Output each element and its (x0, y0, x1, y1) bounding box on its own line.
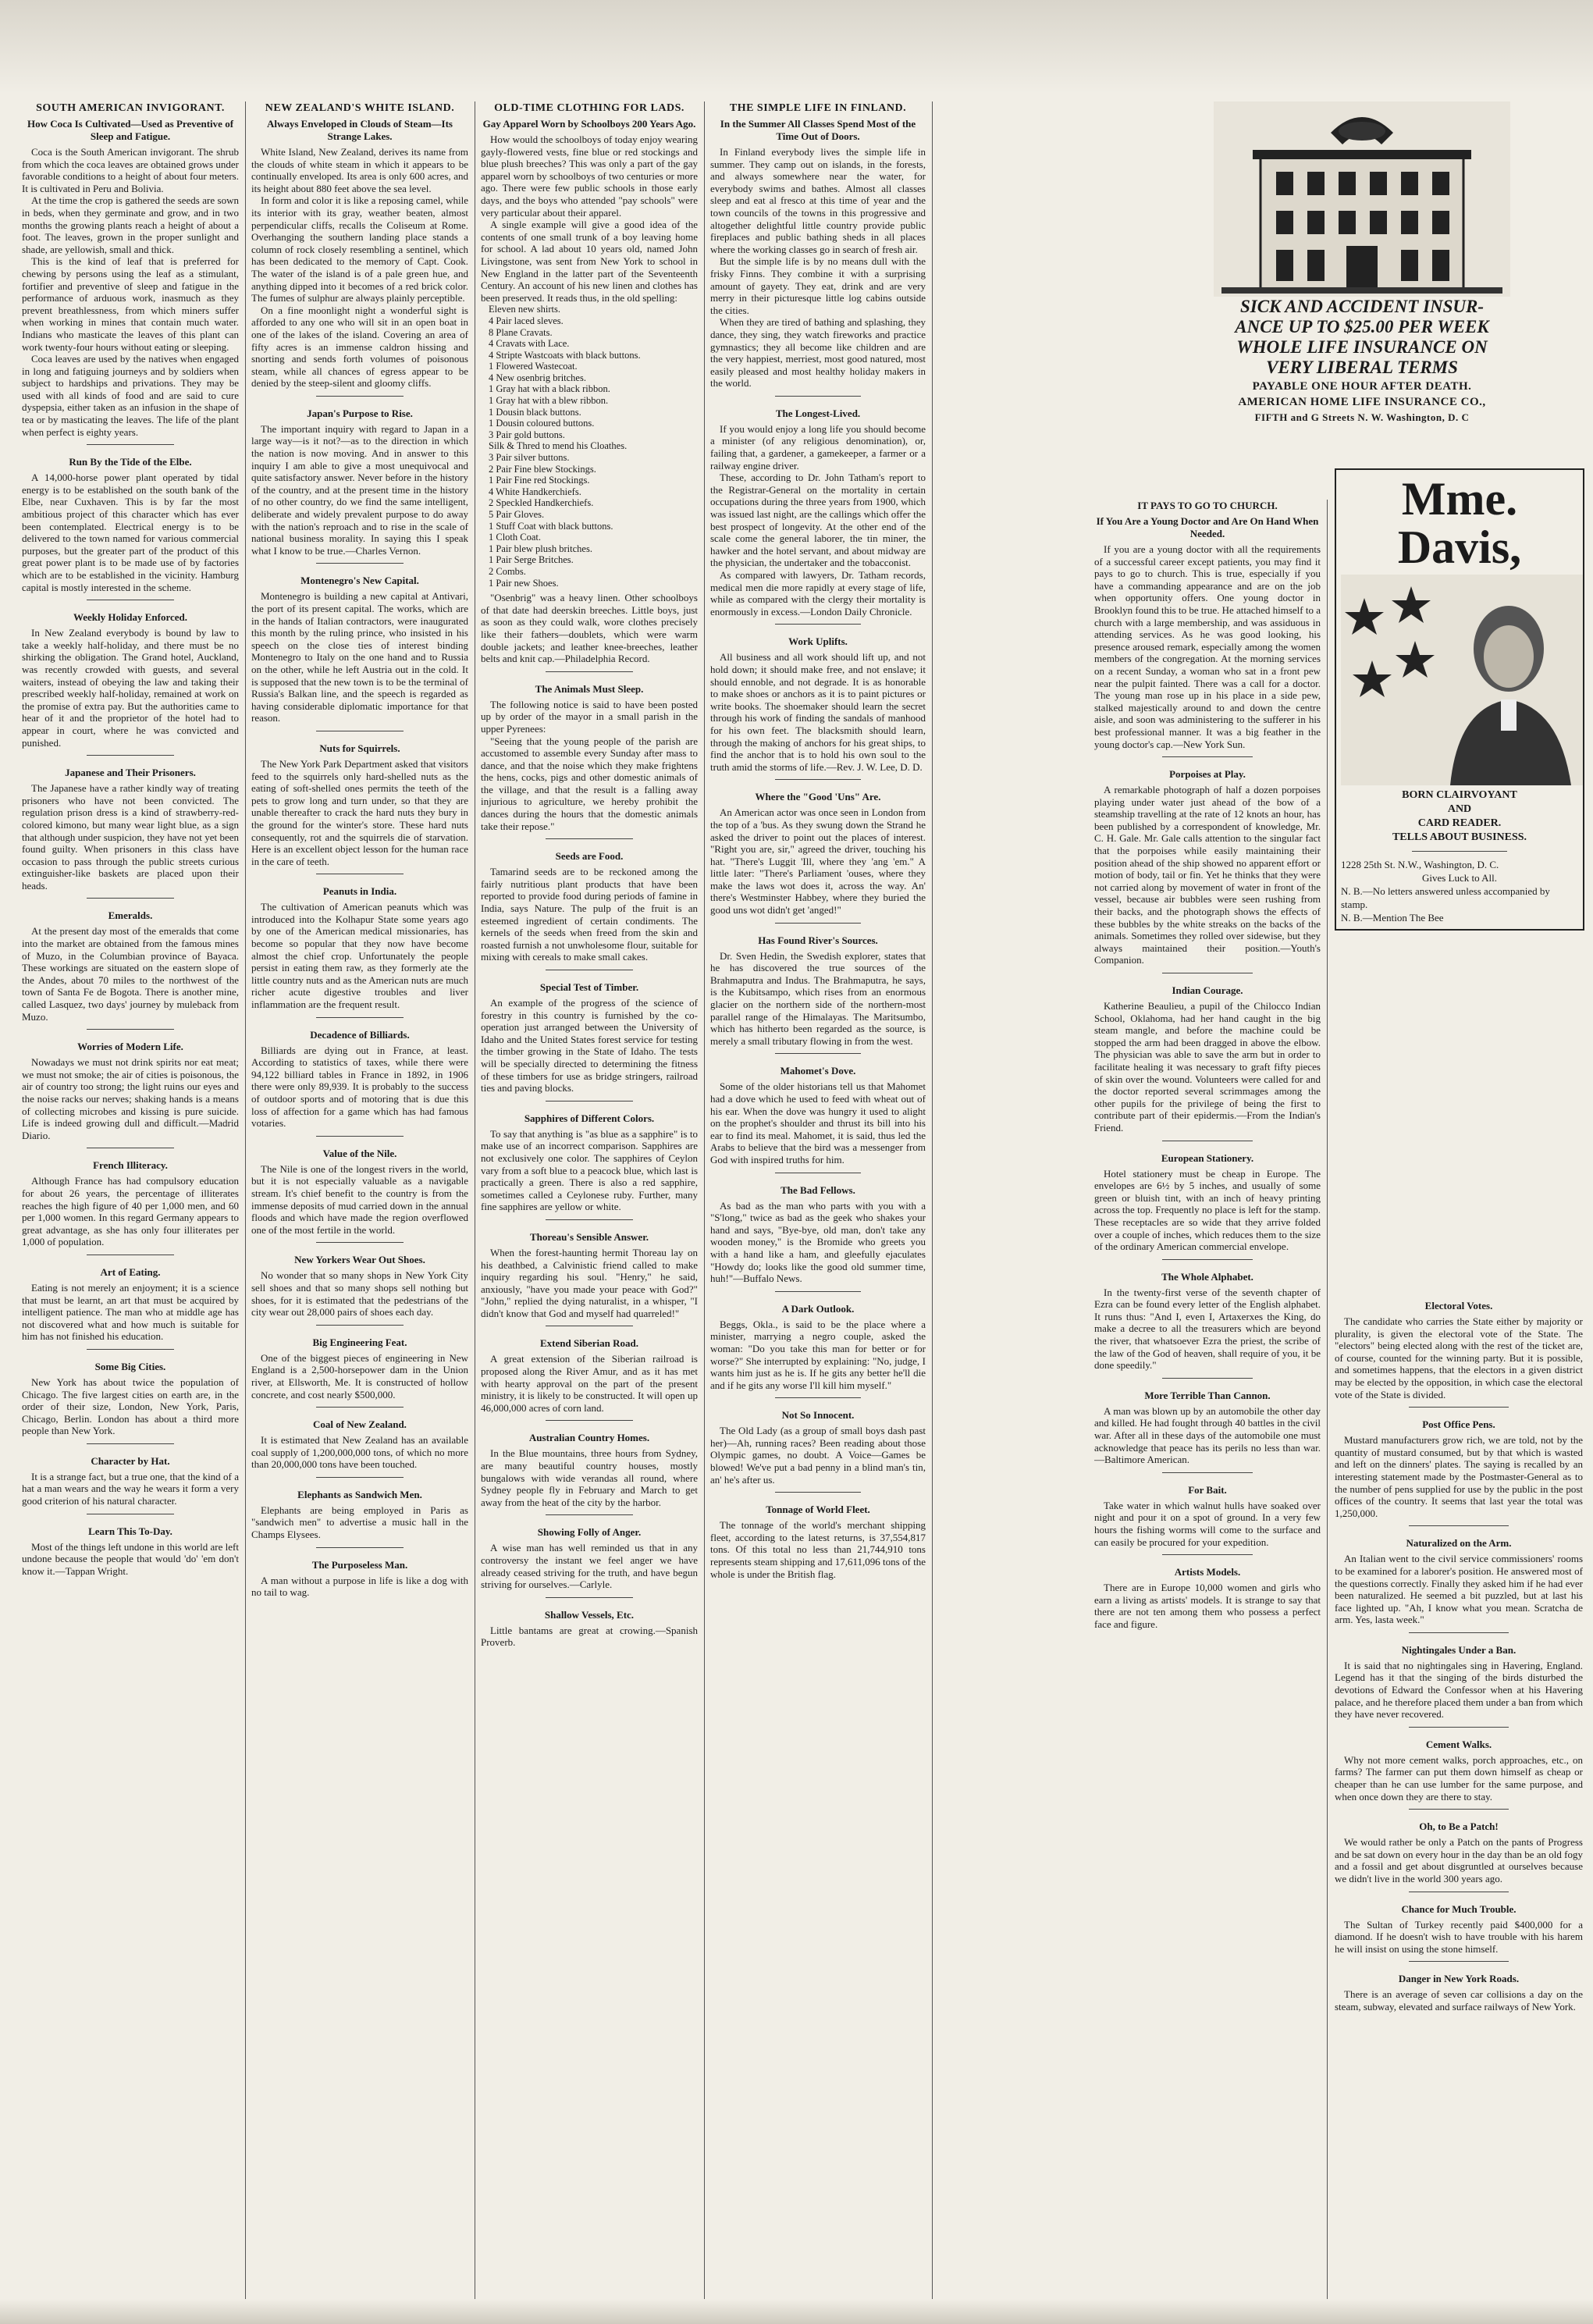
article-paragraph: The New York Park Department asked that visitors feed to the squirrels only hard-shelled nuts as the eating of soft-shelled ones permits the teeth of the pets to grow long and turn under, so that they are unable thereafter to crack the hard nuts they bury in the ground for the winter's store. These hard nuts consequently, rot and the squirrels die of starvation. Here is an excellent object lesson for the human race in the care of teeth. (251, 757, 468, 867)
article (22, 456, 239, 600)
article-paragraph: There are in Europe 10,000 women and girls who earn a living as artists' models. It is strange to say that there are not ten among them who possess a perfect face and figure. (1094, 1582, 1321, 1630)
article-subhead: Learn This To-Day. (88, 1525, 172, 1537)
column-5 (1094, 500, 1321, 2311)
article-separator (546, 1514, 632, 1515)
article-subhead: IT PAYS TO GO TO CHURCH. (1137, 500, 1278, 511)
article-separator (775, 624, 861, 625)
article-separator (316, 1325, 403, 1326)
article (481, 1337, 698, 1421)
portrait-with-stars-illustration (1341, 575, 1583, 785)
article (710, 1303, 926, 1399)
article (1335, 1300, 1583, 1408)
ad-line: N. B.—No letters answered unless accompanied by stamp. (1341, 885, 1550, 910)
article-subhead: Japanese and Their Prisoners. (65, 767, 196, 779)
article-subhead: Australian Country Homes. (528, 1432, 650, 1444)
list-item: 1 Gray hat with a blew ribbon. (489, 395, 609, 407)
article-separator (775, 779, 861, 780)
article (251, 1559, 468, 1599)
article-separator (775, 1053, 861, 1054)
article (1335, 1537, 1583, 1633)
article-subhead: For Bait. (1188, 1483, 1227, 1496)
article-subhead: French Illiteracy. (93, 1159, 168, 1172)
article (1094, 1566, 1321, 1630)
article (1094, 1484, 1321, 1555)
article-separator (1409, 1632, 1508, 1633)
article-paragraph: A single example will give a good idea of the contents of one small trunk of a boy leaving home for school. A lad about 10 years old, named John Livingstone, was sent from New York to school in New England in the latter part of the Seventeenth Century. An account of his new linen and clothes has been preserved. It reads thus, in the old spelling: (481, 219, 698, 304)
article-subhead: Weekly Holiday Enforced. (73, 611, 187, 624)
article-subhead: Always Enveloped in Clouds of Steam—Its Strange Lakes. (266, 118, 453, 142)
article (710, 635, 926, 780)
article-paragraph: Elephants are being employed in Paris as "sandwich men" to advertise a music hall in the Champs Elysees. (251, 1504, 468, 1541)
article-paragraph: Why not more cement walks, porch approaches, etc., on farms? The farmer can put them down himself as cheap or cheaper than he can use lumber for the same purpose, and when once down they are there to stay. (1335, 1753, 1583, 1803)
article (1335, 1644, 1583, 1728)
article-paragraph: If you are a young doctor with all the requirements of a successful career except patients, you may find it pays to go to church. This is true, especially if you have a commanding appearance and are on the job when opportunity offers. One young doctor in Brooklyn found this to be true. He attached himself to a church with a large membership, and was assiduous in attending services. As he was good looking, his presence aroused remark, especially among the women members of the congregation. At the morning services on a recent Sunday, a woman who sat in a front pew near the pulpit fainted. There was a call for a doctor. The young man rose up in his place in a side pew, stalked majestically around to and down the centre aisle, and soon was administering to the sufferer in his best professional manner. It was a big feather in the young doctor's cap.—New York Sun. (1094, 543, 1321, 750)
article-separator (87, 755, 173, 756)
article-subhead: Big Engineering Feat. (312, 1336, 407, 1348)
insurance-advertisement (1143, 101, 1581, 445)
article-paragraph: Beggs, Okla., is said to be the place where a minister, marrying a negro couple, asked the woman: "Do you take this man for better or for worse?" She interrupted by explaining: "No, judge, I wants him just as he is. If he gits any better he'll die and if he gits any worse I'll kill him myself." (710, 1318, 926, 1391)
article (710, 1184, 926, 1292)
article-subhead: Cement Walks. (1425, 1738, 1492, 1750)
article-paragraph: It is estimated that New Zealand has an available coal supply of 1,200,000,000 tons, of which no more than 20,000,000 tons have been touched. (251, 1434, 468, 1471)
article-paragraph: Katherine Beaulieu, a pupil of the Chilocco Indian School, Oklahoma, had her hand caught in the big steam mangle, and before the machine could be stopped the arm had been dragged in above the elbow. The physician was able to save the arm but in order to facilitate healing it was necessary to graft fifty pieces of skin over the wound. Volunteers were called for and the doctor reported several scrimmages among the other pupils for the privilege of being the first to contribute part of their epidermis.—From the Indian's Friend. (1094, 1000, 1321, 1134)
article-subhead: New Yorkers Wear Out Shoes. (294, 1254, 425, 1266)
article (1094, 1390, 1321, 1473)
article-separator (546, 1420, 632, 1421)
list-item: 4 New osenbrig britches. (489, 372, 586, 383)
article-subhead: Value of the Nile. (322, 1147, 397, 1159)
article (251, 742, 468, 874)
article-paragraph: When they are tired of bathing and splashing, they dance, they sing, they watch fireworks and practice gymnastics; they all become like children and are the very happiest, merriest, most good natured, most easily pleased and most healthy holiday makers in the world. (710, 316, 926, 390)
article-paragraph: These, according to Dr. John Tatham's report to the Registrar-General on the mortality in certain occupations during the three years from 1900, which was issued last night, are the callings which offer the best prospect of longevity. At the other end of the scale come the general laborer, the tin miner, the hawker and the hotel servant, and about midway are the physician, the undertaker and the tobacconist. (710, 472, 926, 569)
ad-line: N. B.—Mention The Bee (1341, 912, 1444, 924)
article (710, 101, 926, 397)
article-subhead: Tonnage of World Fleet. (766, 1504, 870, 1516)
article-headline: OLD-TIME CLOTHING FOR LADS. (494, 102, 684, 114)
article (251, 1418, 468, 1478)
article (710, 791, 926, 923)
article-subhead: Emeralds. (108, 909, 153, 922)
article-paragraph: The important inquiry with regard to Japan in a large way—is it not?—as to the direction in which the nation is now moving. And in answer to this inquiry I am able to give a most unequivocal and quite satisfactory answer. Never before in the history of the country, and at the present time in the history of no other country, do we find the same intelligent, deliberate and widely prevalent purpose to do away with the nation's reproach and to rise in the scale of national business morality. In saying this I speak what I know to be true.—Charles Vernon. (251, 422, 468, 557)
article-paragraph: The Sultan of Turkey recently paid $400,000 for a diamond. If he doesn't wish to have trouble with his harem he will insist on using the stone himself. (1335, 1918, 1583, 1955)
article-paragraph: In form and color it is like a reposing camel, while its interior with its gray, weather beaten, almost perpendicular cliffs, recalls the Coliseum at Rome. Overhanging the southern landing place stands a column of rock closely resembling a sentinel, which has been dedicated to the memory of Capt. Cook. The water of the island is of a pale green hue, and anything dipped into it becomes of a red brick color. The fumes of sulphur are always plainly perceptible. (251, 194, 468, 304)
article-subhead: Oh, to Be a Patch! (1419, 1820, 1499, 1833)
article (251, 885, 468, 1017)
article (1335, 1903, 1583, 1963)
article-paragraph: In the Blue mountains, three hours from Sydney, are many beautiful country houses, mostly bungalows with wide verandas all round, where Sydney people fly in February and March to get away from the heat of the city by the harbor. (481, 1447, 698, 1508)
list-item: 1 Dousin black buttons. (489, 406, 581, 418)
article (710, 934, 926, 1055)
article (481, 101, 698, 672)
column-1 (22, 101, 239, 2311)
article-subhead: The Purposeless Man. (311, 1558, 408, 1571)
list-item: 4 Cravats with Lace. (489, 338, 570, 350)
article-paragraph: When the forest-haunting hermit Thoreau lay on his deathbed, a Calvinistic friend called to make inquiry regarding his soul. "Henry," he said, anxiously, "have you made your peace with God?" "John," replied the dying naturalist, in a whisper, "I didn't know that God and myself had quarreled!" (481, 1246, 698, 1319)
list-item: Eleven new shirts. (489, 304, 560, 315)
article-paragraph: If you would enjoy a long life you should become a minister (of any religious denomination), or, failing that, a gardener, a gamekeeper, a farmer or a railway engine driver. (710, 422, 926, 472)
article-separator (546, 1597, 632, 1598)
article (22, 1266, 239, 1350)
list-item: 4 Stripte Wastcoats with black buttons. (489, 349, 641, 361)
article-separator (546, 1219, 632, 1220)
article-paragraph: Coca leaves are used by the natives when engaged in long and fatiguing journeys and by soldiers when subject to hardships and privations. They may be used with all kinds of food and are said to cure dyspepsia, either taken as an infusion in the shape of tea or by masticating the leaves. The life of the plant when perfect is eighty years. (22, 353, 239, 438)
article-separator (775, 1492, 861, 1493)
article-separator (1162, 1554, 1253, 1555)
column-4 (710, 101, 926, 2311)
article-subhead: Coal of New Zealand. (313, 1418, 407, 1431)
article (22, 611, 239, 756)
article-subhead: Shallow Vessels, Etc. (544, 1608, 635, 1621)
article-paragraph: At the time the crop is gathered the seeds are sown in beds, when they germinate and grow, and in two months the growing plants reach a height of about a foot. The leaves, grown in the proper sunlight and shade, are yellowish, small and thick. (22, 194, 239, 255)
article-headline: SOUTH AMERICAN INVIGORANT. (36, 102, 225, 114)
article-paragraph: Tamarind seeds are to be reckoned among the fairly nutritious plant products that have been reported to provide food during periods of famine in India, says Nature. The pulp of the fruit is an esteemed ingredient of certain condiments. The kernels of the seeds when freed from the skin and roasted furnish a not unwholesome flour, suitable for mixing with cereals to make small cakes. (481, 866, 698, 963)
article (251, 101, 468, 397)
article (710, 1065, 926, 1173)
article-separator (316, 1407, 403, 1408)
article-paragraph: Little bantams are great at crowing.—Spanish Proverb. (481, 1624, 698, 1649)
article (22, 909, 239, 1030)
article-paragraph: Take water in which walnut hulls have soaked over night and pour it on a spot of ground. In a very few hours the fishing worms will come to the surface and can easily be procured for your expedition. (1094, 1499, 1321, 1548)
article (251, 1029, 468, 1137)
article (22, 1525, 239, 1578)
article-subhead: Some Big Cities. (94, 1360, 166, 1372)
ad-line: PAYABLE ONE HOUR AFTER DEATH. (1252, 380, 1472, 393)
article-subhead: Has Found River's Sources. (758, 934, 878, 946)
article (1335, 1418, 1583, 1526)
article-separator (316, 1017, 403, 1018)
article-subhead: Work Uplifts. (788, 635, 848, 648)
article (710, 408, 926, 625)
article-separator (87, 1349, 173, 1350)
article-subhead: Worries of Modern Life. (77, 1041, 183, 1053)
article-separator (1162, 1378, 1253, 1379)
article (251, 1489, 468, 1548)
article (710, 1409, 926, 1493)
article-subhead: Indian Courage. (1172, 984, 1243, 996)
article-separator (316, 396, 403, 397)
article-subhead: Art of Eating. (100, 1265, 161, 1278)
article-paragraph: As compared with lawyers, Dr. Tatham records, medical men die more rapidly at every stage of life, while as compared with the clergy their mortality is enormously in excess.—London Daily Chronicle. (710, 569, 926, 617)
article-subhead: Montenegro's New Capital. (300, 575, 419, 587)
column-rule (245, 101, 246, 2311)
article-separator (775, 1291, 861, 1292)
article-paragraph: Mustard manufacturers grow rich, we are told, not by the quantity of mustard consumed, but by that which is wasted and left on the dinners' plates. The saying is recalled by an interesting statement made by the Postmaster-General as to the number of pens supplied for use by the public in the post offices of the country. It seems that last year the total was 1,250,000. (1335, 1434, 1583, 1519)
list-item: 8 Plane Cravats. (489, 326, 553, 338)
ad-line: VERY LIBERAL TERMS (1266, 358, 1458, 377)
article-paragraph: Coca is the South American invigorant. The shrub from which the coca leaves are obtained grows under favorable conditions to a height of about four meters. It is cultivated in Peru and Bolivia. (22, 146, 239, 194)
article-paragraph: Dr. Sven Hedin, the Swedish explorer, states that he has discovered the true sources of the Brahmaputra and Indus. The Brahmaputra, he says, is the Kubitsampo, which rises from an enormous glacier on the northern side of the northern-most parallel range of the Himalayas. The Maritsumbo, which has hitherto been regarded as the source, is merely a small tributary flowing in from the west. (710, 949, 926, 1047)
article-paragraph: A wise man has well reminded us that in any controversy the instant we feel anger we have already ceased striving for the truth, and have begun striving for ourselves.—Carlyle. (481, 1542, 698, 1591)
article-subhead: Nightingales Under a Ban. (1401, 1643, 1517, 1656)
article-subhead: Showing Folly of Anger. (537, 1526, 642, 1539)
article-paragraph: But the simple life is by no means dull with the frisky Finns. They combine it with a surprising amount of gayety. They eat, drink and are very merry in their picturesque little log cabins outside the cities. (710, 255, 926, 316)
article-subhead: Sapphires of Different Colors. (524, 1112, 655, 1124)
article-subhead: Not So Innocent. (781, 1409, 855, 1422)
article-paragraph: Billiards are dying out in France, at least. According to statistics of taxes, while there were 94,122 billiard tables in France in 1892, in 1906 there were only 89,939. It is probably to the success of outdoor sports and of motoring that is due this loss of affection for a game which has had famous votaries. (251, 1044, 468, 1130)
article-paragraph: The Japanese have a rather kindly way of treating prisoners who have not been convicted. The regulation prison dress is a kind of strawberry-red-colored kimono, but many wear light blue, as a sign that although under suspicion, they have not yet been found guilty. When prisoners in this class have occasion to pass through the public streets curious extinguisher-like baskets are placed upon their heads. (22, 782, 239, 892)
article-subhead: Electoral Votes. (1424, 1300, 1493, 1311)
article-subhead: Danger in New York Roads. (1398, 1973, 1520, 1985)
article-paragraph: A man was blown up by an automobile the other day and killed. He had fought through 40 battles in the civil war. After all in these days of the automobile one must acknowledge that peace has its perils no less than war.—Baltimore American. (1094, 1404, 1321, 1466)
article-separator (546, 671, 632, 672)
article-subhead: Mahomet's Dove. (780, 1065, 856, 1077)
article-paragraph: The cultivation of American peanuts which was introduced into the Kolhapur State some years ago by one of the American medical missionaries, has become so popular that they now have become almost the chief crop. Unfortunately the people persist in eating them raw, as they formerly ate the little country nuts and as the American nuts are much richer acute digestive troubles and liver inflammation are the frequent result. (251, 901, 468, 1011)
article-subhead: Artists Models. (1174, 1566, 1241, 1578)
article-subhead: Extend Siberian Road. (539, 1337, 639, 1350)
article-paragraph: Although France has had compulsory education for about 26 years, the percentage of illiterates reaches the high figure of 40 per 1,000 men, and 60 per 1,000 women. In this regard Germany appears to great advantage, as she has only four illiterates per 1,000 of population. (22, 1175, 239, 1248)
article-subhead: How Coca Is Cultivated—Used as Preventive of Sleep and Fatigue. (27, 118, 234, 142)
article-paragraph: Nowadays we must not drink spirits nor eat meat; we must not smoke; the air of cities is poisonous, the air of country too strong; the light ruins our eyes and the noise racks our nerves; shaking hands is a means of collecting microbes and kissing is pure suicide. Life is indeed growing dull and difficult.—Madrid Diario. (22, 1056, 239, 1141)
article (22, 1455, 239, 1514)
article-paragraph: The candidate who carries the State either by majority or plurality, is given the electoral vote of the State. The "electors" being elected along with the rest of the ticket are, of course, counted for the winning party. But it is possible, and sometimes happens, that the electors in a given district may be elected by the opposition, in which case the electoral vote of the State is divided. (1335, 1315, 1583, 1400)
list-item: 1 Stuff Coat with black buttons. (489, 520, 613, 532)
page-top-edge (0, 0, 1593, 94)
article-paragraph: The Nile is one of the longest rivers in the world, but it is not especially valuable as a navigable stream. It's chief benefit to the country is from the immense deposits of mud carried down in the annual floods and which have made the region overflowed one of the most fertile in the world. (251, 1162, 468, 1236)
article-paragraph: A 14,000-horse power plant operated by tidal energy is to be established on the south bank of the Elbe, near Cuxhaven. This is by far the most ambitious project of this character which has ever been contemplated. Electrical energy is to be delivered to the town named for various commercial purposes, but the greater part of the product of this great power plant is to be made use of by factories which are to be established in the vicinity. Hamburg capital is mostly interested in the scheme. (22, 472, 239, 593)
article-separator (1409, 1809, 1508, 1810)
article-paragraph: In New Zealand everybody is bound by law to take a weekly half-holiday, and there must be no shirking the obligation. The Grand hotel, Auckland, was recently crowded with guests, and several waiters, instead of obeying the law and taking their prescribed weekly half-holiday, remained at work on the promise of extra pay. But the authorities came to hear of it and the proprietor of the hotel had to appear in court, where he was convicted and punished. (22, 627, 239, 749)
ad-line: BORN CLAIRVOYANT (1402, 789, 1517, 801)
article-separator (316, 1136, 403, 1137)
article-paragraph: How would the schoolboys of today enjoy wearing gayly-flowered vests, fine blue or red stockings and blue plush breeches? This was only a part of the gay apparel worn by schoolboys of two centuries or more ago. There were few public schools in those early days, and the boys who attended "pay schools" were very particular about their apparel. (481, 133, 698, 219)
article-separator (1162, 1259, 1253, 1260)
article-paragraph: All business and all work should lift up, and not hold down; it should make free, and not enslave; it should ennoble, and not degrade. It is as honorable to make shoes or anchors as it is to paint pictures or write books. The shoemaker should learn the secret through his work of finding the sandals of manhood for his own feet. The blacksmith should learn, through the making of anchors for his great ships, to find the anchor that is to hold his own soul to the truth amid the storms of life.—Rev. J. W. Lee, D. D. (710, 651, 926, 773)
ad-line: FIFTH and G Streets N. W. Washington, D. C (1254, 411, 1470, 423)
article-paragraph: "Seeing that the young people of the parish are accustomed to assemble every Sunday after mass to dance, and that the noise which they make frightens the hens, cocks, pigs and other domestic animals of the village, and that the result is a falling away injurious to agriculture, we hereby prohibit the dances during the hours that the domestic animals take their repose." (481, 735, 698, 832)
article (251, 1254, 468, 1325)
ad-line: ANCE UP TO $25.00 PER WEEK (1235, 317, 1489, 336)
article (481, 850, 698, 970)
article-subhead: The Longest-Lived. (775, 407, 861, 419)
article-subhead: Special Test of Timber. (539, 981, 639, 993)
article-paragraph: At the present day most of the emeralds that come into the market are obtained from the famous mines of Muzo, in the Columbian province of Bayaca. These workings are situated on the eastern slope of the Andes, about 70 miles to the northwest of the town of Santa Fe de Bogota. There is another mine, called Lasquez, two days' journey by muleback from Muzo. (22, 925, 239, 1023)
article-headline: NEW ZEALAND'S WHITE ISLAND. (265, 102, 455, 114)
article-paragraph: An example of the progress of the science of forestry in this country is furnished by the co-operation just arranged between the University of Idaho and the United States forest service for testing the timber growing in the State of Idaho. The tests will be specially directed to determining the fitness of these timbers for use as bridge stringers, railroad ties and paving blocks. (481, 997, 698, 1094)
list-item: 3 Pair gold buttons. (489, 429, 565, 440)
article (1094, 1152, 1321, 1260)
ad-line: WHOLE LIFE INSURANCE ON (1236, 337, 1488, 357)
article-paragraph: Hotel stationery must be cheap in Europe. The envelopes are 6½ by 5 inches, and usually of some green or bluish tint, with an inch of heavy printing across the top. Frequently no place is left for the stamp. These receptacles are so wide that they arrive folded over a couple of inches, which reduces them to the size of the ordinary American commercial envelope. (1094, 1167, 1321, 1253)
article-paragraph: Montenegro is building a new capital at Antivari, the port of its present capital. The works, which are in the hands of Italian contractors, were inaugurated this month by the ruling prince, who insisted in his speech on the close ties of interest binding Montenegro to Italy on the one hand and to Russia on the other, while he left Austria out in the cold. It is supposed that the new town is to be the terminal of Russia's Balkan line, and the speech is regarded as having considerable diplomatic importance for that reason. (251, 590, 468, 724)
article-subhead: European Stationery. (1161, 1151, 1254, 1164)
article-subhead: Character by Hat. (91, 1454, 170, 1467)
article-subhead: A Dark Outlook. (781, 1302, 855, 1315)
article (1094, 768, 1321, 973)
column-3 (481, 101, 698, 2311)
clairvoyant-advertisement (1335, 468, 1584, 1288)
ad-name: Mme. Davis, (1397, 473, 1522, 573)
article-separator (775, 1397, 861, 1398)
article-paragraph: Some of the older historians tell us that Mahomet had a dove which he used to feed with wheat out of his ear. When the dove was hungry it used to alight on the prophet's shoulder and thrust its bill into his ear to find its meal. Mahomet, it is said, thus led the Arabs to believe that the bird was a messenger from God with inspired truths for him. (710, 1080, 926, 1166)
article-subhead: Chance for Much Trouble. (1401, 1902, 1517, 1915)
ad-line: SICK AND ACCIDENT INSUR- (1239, 297, 1485, 316)
page-bottom-edge (0, 2299, 1593, 2324)
article-subhead: More Terrible Than Cannon. (1144, 1389, 1271, 1401)
article-subhead: Run By the Tide of the Elbe. (69, 456, 192, 468)
list-item: 3 Pair silver buttons. (489, 452, 570, 464)
article-paragraph: An Italian went to the civil service commissioners' rooms to be examined for a laborer's position. He answered most of the questions correctly. Finally they asked him if he had ever been naturalized. He seemed a bit puzzled, but at last his face lighted up. "Ah, I know what you mean. Scratcha de arm. Yes, lasta week." (1335, 1553, 1583, 1626)
ad-line: AMERICAN HOME LIFE INSURANCE CO., (1238, 396, 1486, 408)
article-subhead: Gay Apparel Worn by Schoolboys 200 Years Ago. (482, 118, 696, 130)
article-paragraph: Eating is not merely an enjoyment; it is a science that must be learnt, an art that must be acquired by intelligent patience. The man who at middle age has not discovered what and how much is suitable for him has not finished his education. (22, 1281, 239, 1343)
article-paragraph: A remarkable photograph of half a dozen porpoises playing under water just ahead of the bow of a steamship travelling at the rate of 12 knots an hour, has been published by a correspondent of knowledge, Mr. C. H. Gale. Mr. Gale calls attention to the singular fact that the porpoises while easily maintaining their position ahead of the ship showed no apparent effort or motion of body, tail or fin. Yet he thinks that they were not carried along by movement of water in front of the vessel, because air bubbles were seen rushing from their backs, and the photograph shows the effects of these bubbles by the white streaks on the backs of the animals. Sometimes they rolled over sidewise, but they always maintained their position.—Youth's Companion. (1094, 784, 1321, 966)
article-paragraph: We would rather be only a Patch on the pants of Progress and be sat down on every hour in the day than be an old fogy and a fossil and get about disgruntled at ourselves because we didn't live in the world 300 years ago. (1335, 1836, 1583, 1884)
article (1094, 500, 1321, 757)
article (481, 1231, 698, 1327)
article-subhead: Thoreau's Sensible Answer. (529, 1230, 649, 1243)
list-item: 2 Pair Fine blew Stockings. (489, 463, 596, 475)
article (1335, 1973, 1583, 2013)
ad-line: CARD READER. (1417, 817, 1502, 829)
article-paragraph: An American actor was once seen in London from the top of a 'bus. As they swung down the Strand he asked the driver to point out the places of interest. "Right you are, sir," agreed the driver, touching his hat. "There's Luggit 'Ill, where they 'ang 'em." A little later: "There's Parliament 'ouses, where they make the laws wot does it, across the way. An' there's Westminster Habbey, where they buried the good uns wot didn't get 'anged!" (710, 806, 926, 916)
article-subhead: Where the "Good 'Uns" Are. (755, 791, 881, 803)
article-separator (87, 1443, 173, 1444)
column-rule (1327, 500, 1328, 2311)
article (1335, 1820, 1583, 1892)
article-separator (87, 444, 173, 445)
article-paragraph: One of the biggest pieces of engineering in New England is a 2,500-horsepower dam in the Union river, at Ellsworth, Me. It is constructed of hollow concrete, and cost nearly $500,000. (251, 1351, 468, 1400)
article-subhead: Nuts for Squirrels. (319, 742, 400, 754)
article-paragraph: There is an average of seven car collisions a day on the steam, subway, elevated and surface railways of New York. (1335, 1988, 1583, 2013)
article (22, 1159, 239, 1255)
article (481, 1526, 698, 1597)
article-paragraph: A man without a purpose in life is like a dog with no tail to wag. (251, 1574, 468, 1599)
article-separator (316, 563, 403, 564)
article-separator (1409, 1727, 1508, 1728)
list-item: 1 Pair Serge Britches. (489, 554, 574, 566)
article-subhead: Post Office Pens. (1422, 1418, 1495, 1431)
list-item: 1 Flowered Wastecoat. (489, 361, 578, 372)
article-separator (1409, 1407, 1508, 1408)
article (251, 1336, 468, 1408)
article-subhead: Peanuts in India. (322, 885, 397, 898)
article (1094, 984, 1321, 1141)
column-rule (704, 101, 705, 2311)
article (710, 1504, 926, 1580)
article-subhead: The Bad Fellows. (780, 1183, 855, 1196)
list-item: 1 Pair Fine red Stockings. (489, 475, 590, 486)
article-separator (316, 1242, 403, 1243)
article-deck: If You Are a Young Doctor and Are On Hand When Needed. (1096, 515, 1319, 539)
article-paragraph: New York has about twice the population of Chicago. The five largest cities on earth are, in the order of their size, London, New York, Paris, Chicago, Berlin. London has about a third more people than New York. (22, 1376, 239, 1437)
article-subhead: The Whole Alphabet. (1161, 1270, 1253, 1283)
article (1094, 1271, 1321, 1379)
column-rule (932, 101, 933, 2311)
list-item: 1 Dousin coloured buttons. (489, 418, 595, 429)
article (481, 1432, 698, 1515)
ad-line: TELLS ABOUT BUSINESS. (1392, 831, 1527, 843)
article-subhead: Porpoises at Play. (1169, 768, 1246, 781)
article-separator (316, 1477, 403, 1478)
article-paragraph: In the twenty-first verse of the seventh chapter of Ezra can be found every letter of the English alphabet. It runs thus: "And I, even I, Artaxerxes the King, do make a decree to all the treasurers which are beyond the river, that whatsoever Ezra the priest, the scribe of the law of the God of heaven, shall require of you, it be done speedily." (1094, 1286, 1321, 1372)
article-paragraph: As bad as the man who parts with you with a "S'long," twice as bad as the geek who shakes your hand and says, "Bye-bye, old man, don't take any wooden money," is the Bromide who greets you with a hand like a ham, and gleefully ejaculates "Howdy do; looks like the good old summer time, huh!"—Buffalo News. (710, 1199, 926, 1285)
article-paragraph: "Osenbrig" was a heavy linen. Other schoolboys of that date had deerskin breeches. Little boys, just as soon as they could walk, wore clothes precisely like their fathers—doublets, which were warm double jackets; and leather knee-breeches, leather belts and knit cap.—Philadelphia Record. (481, 592, 698, 665)
article-paragraph: In Finland everybody lives the simple life in summer. They camp out on islands, in the forests, and always somewhere near the water, for everybody swims and bathes. Almost all classes sleep and eat al fresco at this time of year and the town councils of the towns in this progressive and altogether delightful little country provide public fireplaces and public bathing sheds in all places where the working classes go in search of fresh air. (710, 146, 926, 255)
article (251, 575, 468, 731)
article-subhead: Decadence of Billiards. (310, 1028, 410, 1041)
article-subhead: Seeds are Food. (555, 850, 624, 863)
article (481, 981, 698, 1101)
column-6 (1335, 1300, 1583, 2311)
clothing-list (481, 304, 698, 589)
list-item: 2 Combs. (489, 565, 526, 577)
article-separator (775, 396, 861, 397)
article (22, 767, 239, 899)
article-separator (87, 898, 173, 899)
article-paragraph: To say that anything is "as blue as a sapphire" is to make use of an incorrect comparison. Sapphires are not exclusively one color. The sapphires of Ceylon vary from a soft blue to a peacock blue, which last is practically a green. There is also a red sapphire, sometimes called a Ceylonese ruby. Further, many fine sapphires are yellow or white. (481, 1127, 698, 1213)
article-subhead: In the Summer All Classes Spend Most of the Time Out of Doors. (720, 118, 916, 142)
article (481, 683, 698, 840)
column-2 (251, 101, 468, 2311)
article-paragraph: This is the kind of leaf that is preferred for chewing by persons using the leaf as a stimulant, fortifier and preventive of sleep and fatigue in the performance of arduous work, inasmuch as they prevent breathlessness, from which miners suffer when working in mines that contain much water. Indians who masticate the leaves of this plant can work twenty-four hours without eating or sleeping. (22, 255, 239, 353)
article-subhead: Naturalized on the Arm. (1406, 1537, 1512, 1550)
list-item: 1 Pair new Shoes. (489, 577, 559, 589)
article-paragraph: The tonnage of the world's merchant shipping fleet, according to the latest returns, is 37,554,817 tons. Of this total no less than 21,744,910 tons represents steam shipping and 17,611,096 tons of the whole is under the British flag. (710, 1519, 926, 1580)
list-item: 5 Pair Gloves. (489, 509, 545, 520)
article-paragraph: White Island, New Zealand, derives its name from the clouds of white steam in which it appears to be continually enveloped. Its area is only 600 acres, and its height about 880 feet above the sea level. (251, 146, 468, 194)
list-item: 1 Pair blew plush britches. (489, 543, 592, 554)
article (22, 101, 239, 445)
article-paragraph: On a fine moonlight night a wonderful sight is afforded to any one who will sit in an open boat in one of the lakes of the island. Covering an area of fifty acres is an immense caldron hissing and snorting and sends forth volumes of poisonous steam, while all chances of egress appear to be denied by the steep-silent and gloomy cliffs. (251, 304, 468, 390)
article-separator (1409, 1525, 1508, 1526)
article-subhead: Elephants as Sandwich Men. (297, 1488, 422, 1500)
article (251, 408, 468, 564)
article-separator (1409, 1961, 1508, 1962)
list-item: 4 Pair laced sleves. (489, 315, 564, 326)
list-item: 1 Gray hat with a black ribbon. (489, 383, 610, 395)
list-item: 2 Speckled Handkerchiefs. (489, 497, 594, 509)
ad-line: 1228 25th St. N.W., Washington, D. C. (1341, 859, 1499, 870)
article-paragraph: It is a strange fact, but a true one, that the kind of a hat a man wears and the way he wears it form a very good criterion of his natural character. (22, 1470, 239, 1507)
article-paragraph: No wonder that so many shops in New York City sell shoes and that so many shops sell nothing but shoes, for it is estimated that the pedestrians of the city wear out 28,000 pairs of shoes each day. (251, 1269, 468, 1319)
ad-line: Gives Luck to All. (1421, 872, 1498, 884)
article-separator (1162, 1472, 1253, 1473)
article (22, 1041, 239, 1148)
list-item: 4 White Handkerchiefs. (489, 486, 581, 497)
article-paragraph: It is said that no nightingales sing in Havering, England. Legend has it that the singing of the birds disturbed the devotions of Edward the Confessor when at his Havering palace, and he therefore placed them under a ban from which they have never recovered. (1335, 1659, 1583, 1721)
ad-line: AND (1447, 803, 1472, 815)
article (481, 1609, 698, 1649)
article-headline: THE SIMPLE LIFE IN FINLAND. (729, 102, 907, 114)
article-subhead: The Animals Must Sleep. (535, 682, 644, 695)
article (481, 1112, 698, 1220)
list-item: Silk & Thred to mend his Cloathes. (489, 440, 628, 452)
article-subhead: Japan's Purpose to Rise. (307, 407, 413, 419)
article-paragraph: A great extension of the Siberian railroad is proposed along the River Amur, and as it has met with hearty approval on the part of the present ministry, it is likely to be constructed. It will open up 46,000,000 acres of corn land. (481, 1353, 698, 1414)
article-separator (316, 1547, 403, 1548)
article-paragraph: The following notice is said to have been posted up by order of the mayor in a small parish in the upper Pyrenees: (481, 698, 698, 735)
list-item: 1 Cloth Coat. (489, 532, 542, 543)
article-separator (546, 838, 632, 839)
article-separator (1162, 756, 1253, 757)
building-illustration (1214, 101, 1510, 297)
article-paragraph: Most of the things left undone in this world are left undone because the people that would 'do' 'em don't know it.—Tappan Wright. (22, 1540, 239, 1577)
article (1335, 1739, 1583, 1810)
article-paragraph: The Old Lady (as a group of small boys dash past her)—Ah, running races? Been reading about those Olympic games, no doubt. A Voice—Games be blowed! We've put a bad penny in a blind man's tin, an' he's after us. (710, 1425, 926, 1486)
article (22, 1361, 239, 1444)
article-separator (775, 923, 861, 924)
article (251, 1148, 468, 1244)
article-separator (87, 1029, 173, 1030)
